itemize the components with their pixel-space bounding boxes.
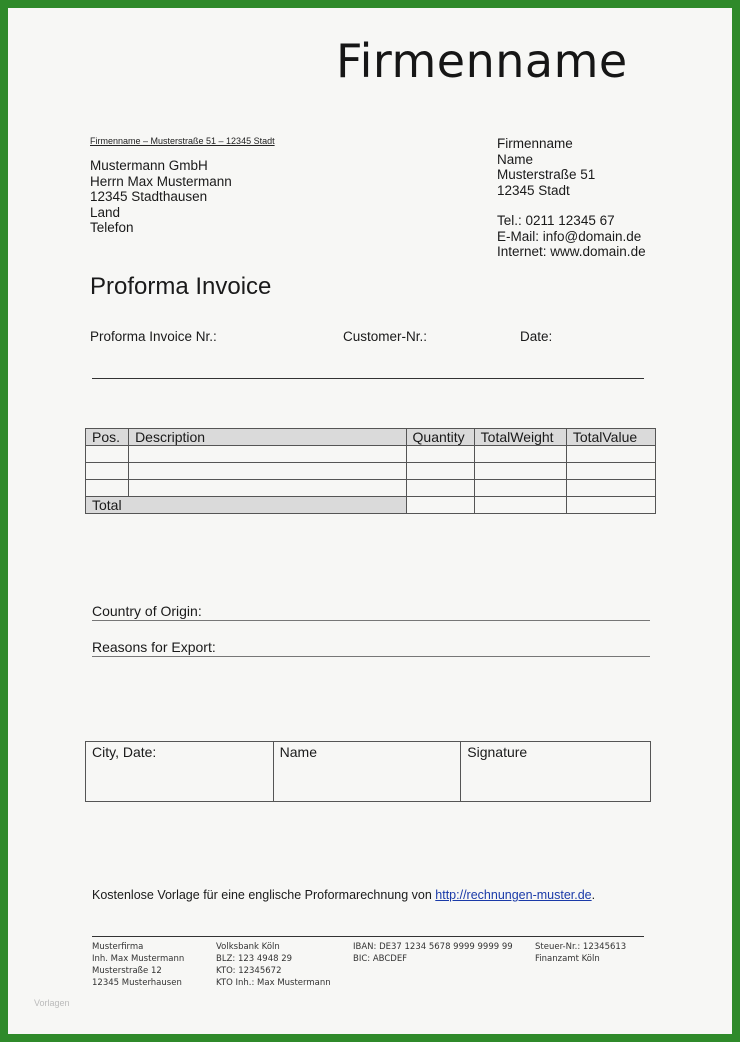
- table-cell[interactable]: [129, 446, 406, 463]
- table-cell[interactable]: [406, 463, 474, 480]
- country-of-origin-label: Country of Origin:: [92, 603, 202, 619]
- total-label: Total: [86, 497, 407, 514]
- name-label: Name: [279, 744, 317, 760]
- sender-line: 12345 Stadt: [497, 182, 570, 198]
- column-header-total-value: TotalValue: [566, 429, 655, 446]
- company-title: Firmenname: [336, 34, 628, 88]
- table-cell[interactable]: [474, 446, 566, 463]
- reasons-for-export-label: Reasons for Export:: [92, 639, 216, 655]
- footer-text: 12345 Musterhausen: [92, 978, 182, 988]
- footer-text: KTO Inh.: Max Mustermann: [216, 978, 331, 988]
- footer-link[interactable]: http://rechnungen-muster.de: [435, 888, 592, 902]
- footer-text: Finanzamt Köln: [535, 954, 600, 964]
- customer-nr-label: Customer-Nr.:: [343, 329, 428, 344]
- table-header-row: [86, 429, 656, 446]
- footer-bank-info: [216, 941, 331, 989]
- column-header-quantity: Quantity: [406, 429, 474, 446]
- city-date-cell[interactable]: [86, 742, 274, 802]
- country-of-origin-line[interactable]: [92, 620, 650, 621]
- table-cell[interactable]: [566, 446, 655, 463]
- table-cell[interactable]: [129, 480, 406, 497]
- invoice-nr-label: Proforma Invoice Nr.:: [90, 329, 217, 344]
- sender-return-line: Firmenname – Musterstraße 51 – 12345 Stadt: [90, 136, 275, 146]
- watermark: Vorlagen: [34, 998, 70, 1008]
- signature-table: [85, 741, 651, 802]
- signature-cell[interactable]: [461, 742, 651, 802]
- header-divider: [92, 378, 644, 379]
- column-header-total-weight: TotalWeight: [474, 429, 566, 446]
- footer-text: Volksbank Köln: [216, 942, 280, 952]
- column-header-pos: Pos.: [86, 429, 129, 446]
- footer-text: Inh. Max Mustermann: [92, 954, 185, 964]
- table-cell[interactable]: [566, 463, 655, 480]
- footer-divider: [92, 936, 644, 937]
- footer-note-end: .: [591, 888, 596, 902]
- date-label: Date:: [520, 329, 553, 344]
- footer-text: KTO: 12345672: [216, 966, 282, 976]
- footer-iban-info: [353, 941, 513, 965]
- column-header-description: Description: [129, 429, 406, 446]
- document-title: Proforma Invoice: [90, 273, 272, 300]
- recipient-line: 12345 Stadthausen: [90, 189, 208, 205]
- table-cell[interactable]: [86, 463, 129, 480]
- table-cell[interactable]: [406, 446, 474, 463]
- sender-contact: [497, 213, 646, 260]
- footer-text: BLZ: 123 4948 29: [216, 954, 293, 964]
- footer-text: Steuer-Nr.: 12345613: [535, 942, 627, 952]
- table-row: [86, 446, 656, 463]
- recipient-line: Telefon: [90, 220, 134, 236]
- sender-address: [497, 136, 595, 198]
- city-date-label: City, Date:: [92, 744, 157, 760]
- recipient-line: Herrn Max Mustermann: [90, 173, 232, 189]
- email-text: E-Mail: info@domain.de: [497, 228, 642, 244]
- total-quantity-cell[interactable]: [406, 497, 474, 514]
- signature-label: Signature: [467, 744, 528, 760]
- sender-line: Name: [497, 151, 534, 167]
- table-total-row: [86, 497, 656, 514]
- recipient-line: Mustermann GmbH: [90, 158, 208, 173]
- name-cell[interactable]: [273, 742, 461, 802]
- table-cell[interactable]: [474, 463, 566, 480]
- total-value-cell[interactable]: [566, 497, 655, 514]
- footer-note: [92, 888, 595, 902]
- footer-note-text: Kostenlose Vorlage für eine englische Proformarechnung von: [92, 888, 436, 902]
- recipient-address: [90, 158, 232, 236]
- items-table: [85, 428, 656, 514]
- footer-text: BIC: ABCDEF: [353, 954, 408, 964]
- sender-line: Musterstraße 51: [497, 167, 596, 183]
- table-cell[interactable]: [566, 480, 655, 497]
- footer-text: IBAN: DE37 1234 5678 9999 9999 99: [353, 942, 513, 952]
- table-cell[interactable]: [474, 480, 566, 497]
- footer-text: Musterfirma: [92, 942, 144, 952]
- table-cell[interactable]: [86, 446, 129, 463]
- recipient-line: Land: [90, 204, 121, 220]
- table-cell[interactable]: [129, 463, 406, 480]
- total-weight-cell[interactable]: [474, 497, 566, 514]
- table-row: [86, 463, 656, 480]
- table-cell[interactable]: [86, 480, 129, 497]
- website-text: Internet: www.domain.de: [497, 244, 646, 260]
- phone-text: Tel.: 0211 12345 67: [497, 213, 615, 228]
- footer-tax-info: [535, 941, 626, 965]
- footer-text: Musterstraße 12: [92, 966, 162, 976]
- sender-line: Firmenname: [497, 136, 573, 151]
- table-row: [86, 480, 656, 497]
- table-cell[interactable]: [406, 480, 474, 497]
- footer-company-info: [92, 941, 184, 989]
- reasons-for-export-line[interactable]: [92, 656, 650, 657]
